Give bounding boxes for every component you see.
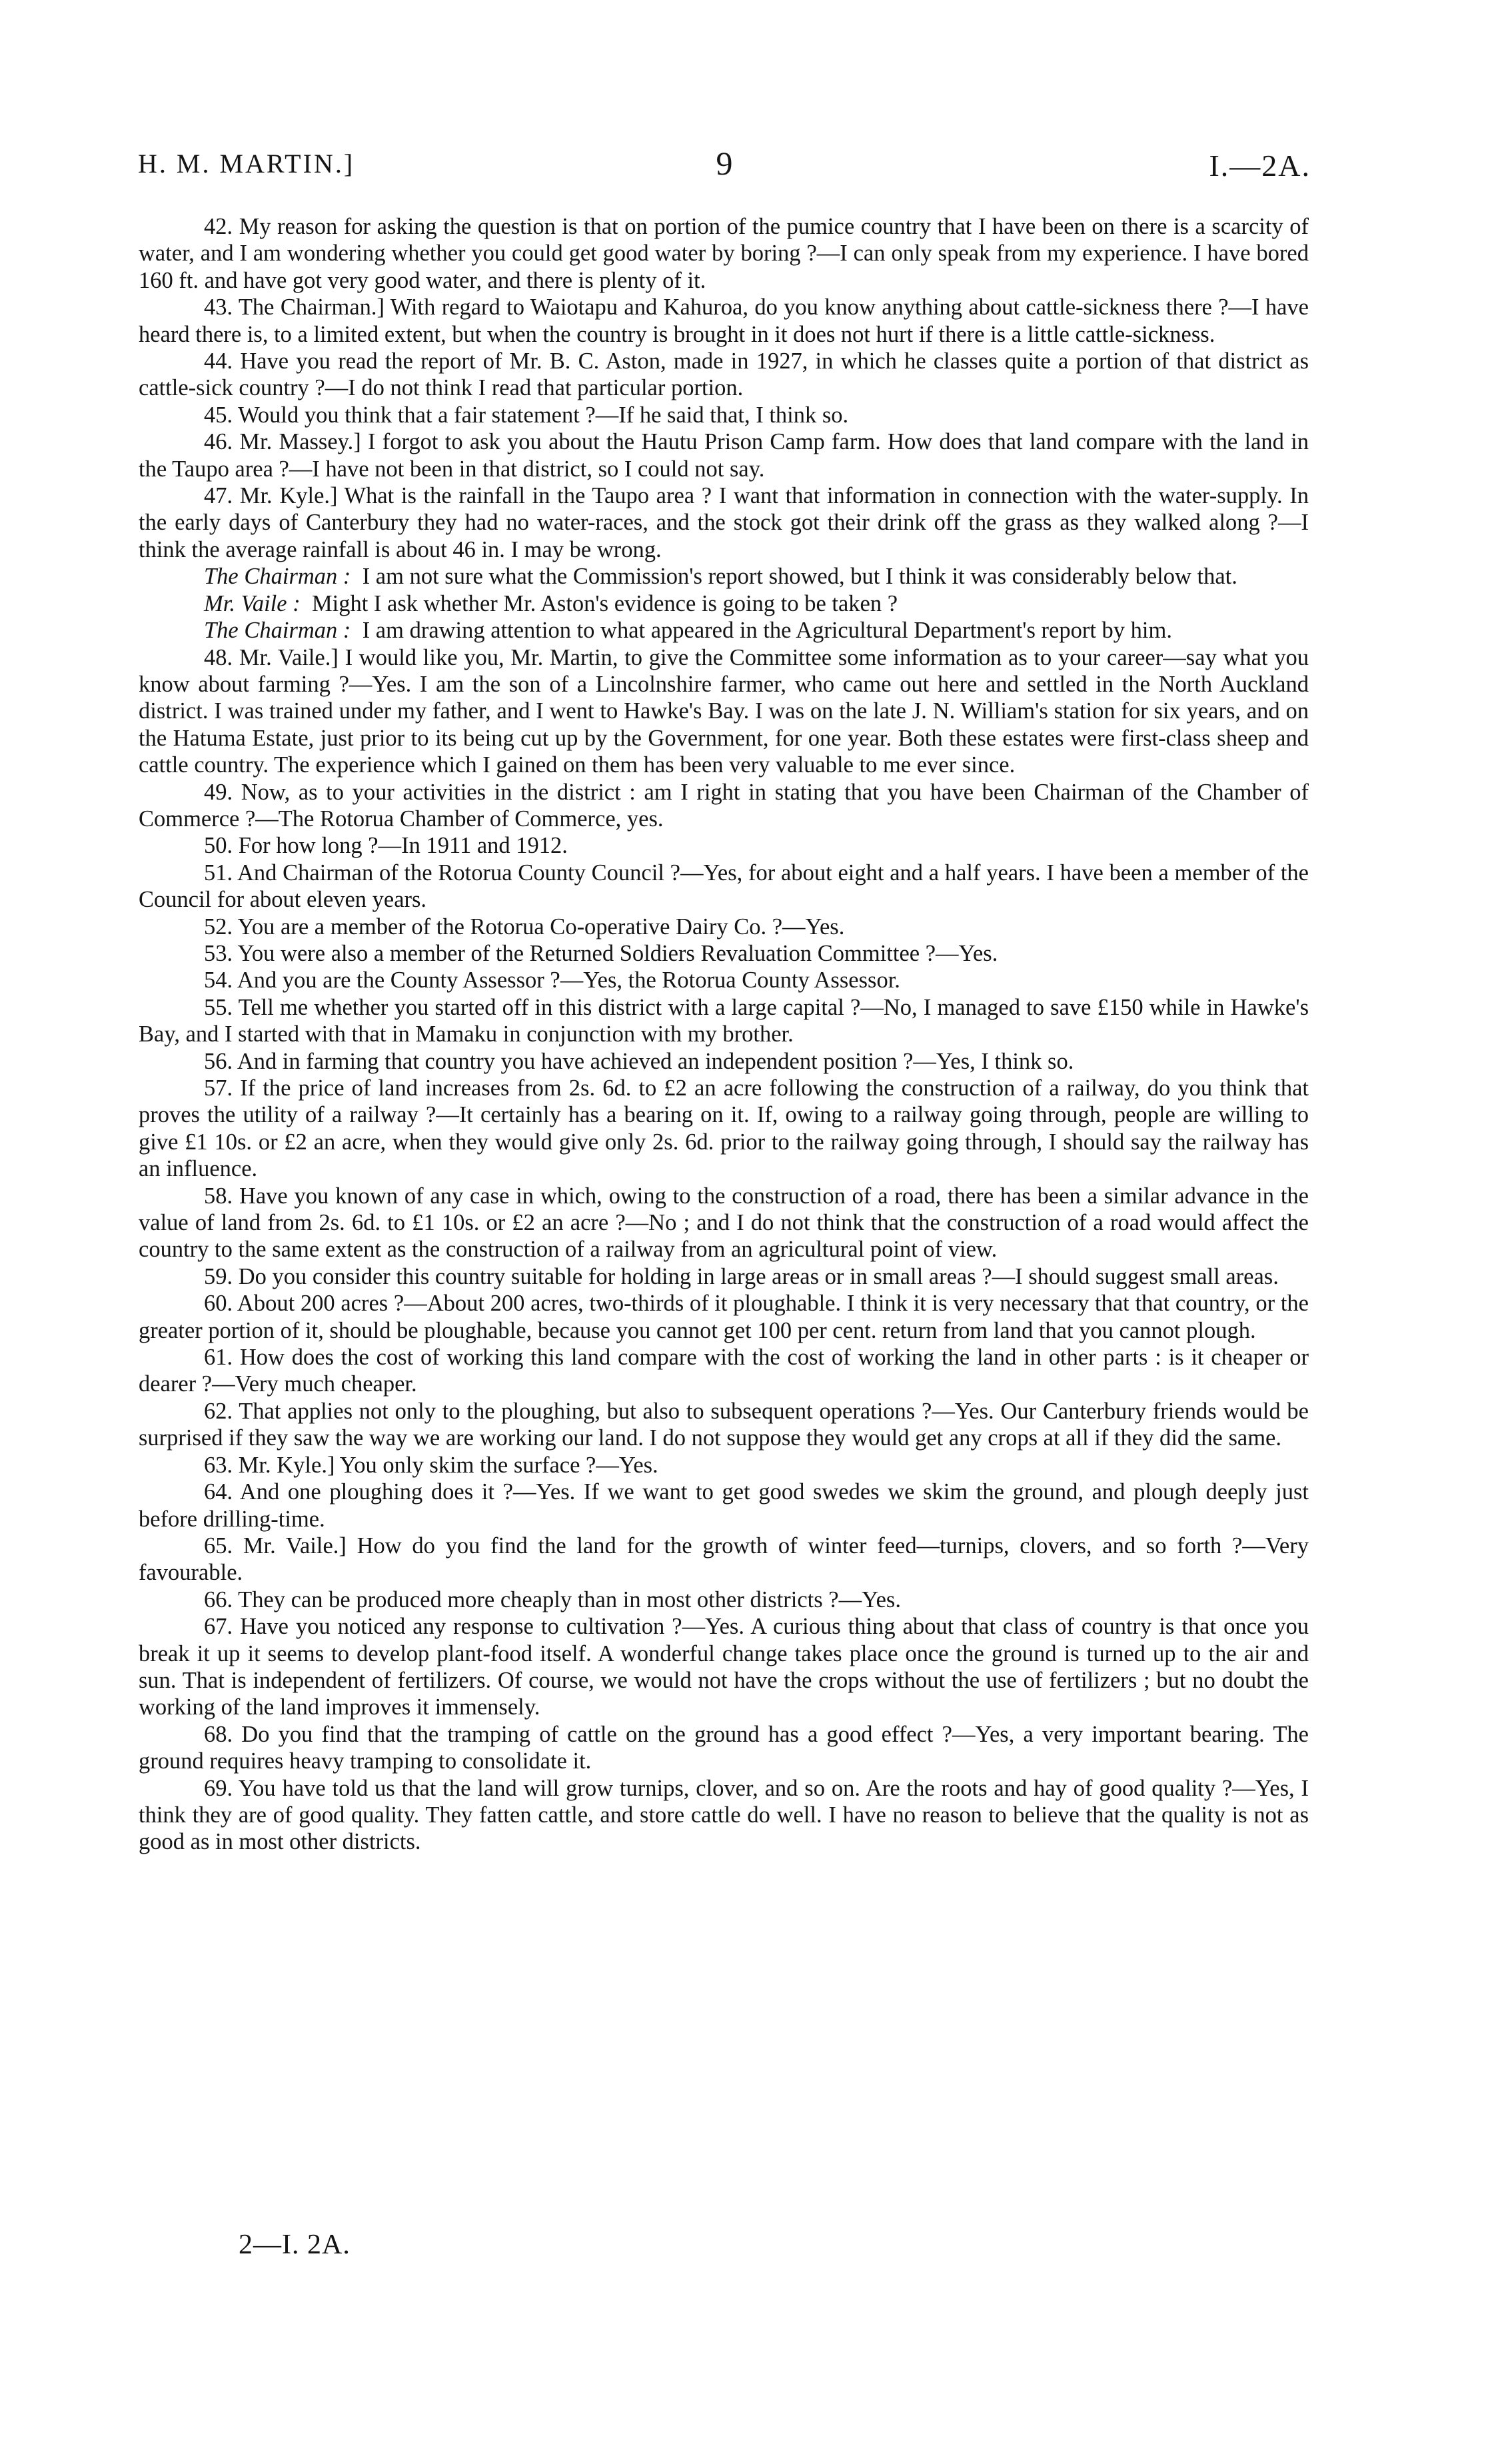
paragraph-text: 57. If the price of land increases from 2s. 6d. to £2 an acre following the construction of a railway, do you think that proves the utility of a railway ?—It certainly has a bearing on it. If, owing to a railway going through, people are willing to give £1 10s. or £2 an acre, when they would give only 2s. 6d. prior to the railway going through, I should say the railway has an influence.	[139, 1075, 1309, 1182]
paragraph-text: 46. Mr. Massey.] I forgot to ask you about the Hautu Prison Camp farm. How does that land compare with the land in the Taupo area ?—I have not been in that district, so I could not say.	[139, 429, 1309, 482]
paragraph	[139, 428, 1309, 482]
paragraph-text: 61. How does the cost of working this land compare with the cost of working the land in other parts : is it cheaper or dearer ?—Very much cheaper.	[139, 1345, 1309, 1397]
paragraph-text: 62. That applies not only to the ploughing, but also to subsequent operations ?—Yes. Our Canterbury friends would be surprised if they saw the way we are working our land. I do not suppose they would get any crops at all if they did the same.	[139, 1398, 1309, 1451]
paragraph	[139, 1775, 1309, 1856]
paragraph-text: 59. Do you consider this country suitable for holding in large areas or in small areas ?—I should suggest small areas.	[204, 1263, 1279, 1289]
paragraph-text: 63. Mr. Kyle.] You only skim the surface ?—Yes.	[204, 1452, 658, 1478]
paragraph	[139, 1452, 1309, 1479]
paragraph-text: 45. Would you think that a fair statement ?—If he said that, I think so.	[204, 402, 849, 428]
paragraph	[139, 1721, 1309, 1775]
paragraph	[139, 914, 1309, 940]
paragraph-text: 52. You are a member of the Rotorua Co-operative Dairy Co. ?—Yes.	[204, 914, 845, 939]
paragraph	[139, 348, 1309, 402]
paragraph	[139, 617, 1309, 644]
paragraph	[139, 1075, 1309, 1183]
paragraph	[139, 1048, 1309, 1075]
paragraph-text: 50. For how long ?—In 1911 and 1912.	[204, 833, 568, 859]
paragraph-text: 42. My reason for asking the question is that on portion of the pumice country that I have been on there is a scarcity of water, and I am wondering whether you could get good water by boring ?—I can only speak from my experience. I have bored 160 ft. and have got very good water, and there is plenty of it.	[139, 214, 1309, 293]
paragraph	[139, 482, 1309, 563]
paragraph	[139, 402, 1309, 428]
paragraph-text: I am not sure what the Commission's report showed, but I think it was considerably below that.	[362, 564, 1237, 590]
document-body	[139, 213, 1309, 1856]
paragraph	[139, 994, 1309, 1048]
paragraph-text: 58. Have you known of any case in which, owing to the construction of a road, there has been a similar advance in the value of land from 2s. 6d. to £1 10s. or £2 an acre ?—No ; and I do not think that the construction of a road would affect the country to the same extent as the construction of a railway from an agricultural point of view.	[139, 1183, 1309, 1263]
paragraph-text: 65. Mr. Vaile.] How do you find the land for the growth of winter feed—turnips, clovers, and so forth ?—Very favourable.	[139, 1533, 1309, 1586]
paragraph-text: 48. Mr. Vaile.] I would like you, Mr. Martin, to give the Committee some information as to your career—say what you know about farming ?—Yes. I am the son of a Lincolnshire farmer, who came out here and settled in the North Auckland district. I was trained under my father, and I went to Hawke's Bay. I was on the late J. N. William's station for six years, and on the Hatuma Estate, just prior to its being cut up by the Government, for one year. Both these estates were first-class sheep and cattle country. The experience which I gained on them has been very valuable to me ever since.	[139, 644, 1309, 778]
paragraph	[139, 779, 1309, 833]
paragraph-text: 64. And one ploughing does it ?—Yes. If we want to get good swedes we skim the ground, and plough deeply just before drilling-time.	[139, 1479, 1309, 1532]
paragraph	[139, 1398, 1309, 1452]
paragraph	[139, 213, 1309, 294]
paragraph-text: 54. And you are the County Assessor ?—Yes, the Rotorua County Assessor.	[204, 967, 900, 993]
page-number: 9	[716, 145, 733, 182]
speaker-name: The Chairman :	[204, 618, 351, 644]
speaker-name: The Chairman :	[204, 564, 351, 590]
paragraph	[139, 563, 1309, 590]
signature-mark: 2—I. 2A.	[239, 2229, 351, 2260]
paragraph-text: 47. Mr. Kyle.] What is the rainfall in the Taupo area ? I want that information in connection with the water-supply. In the early days of Canterbury they had no water-races, and the stock got their drink off the grass as they walked along ?—I think the average rainfall is about 46 in. I may be wrong.	[139, 483, 1309, 562]
paragraph	[139, 1479, 1309, 1533]
paragraph-text: 68. Do you find that the tramping of cattle on the ground has a good effect ?—Yes, a very important bearing. The ground requires heavy tramping to consolidate it.	[139, 1721, 1309, 1774]
paragraph-text: Might I ask whether Mr. Aston's evidence is going to be taken ?	[311, 590, 898, 616]
paragraph	[139, 590, 1309, 617]
paragraph-text: I am drawing attention to what appeared in the Agricultural Department's report by him.	[362, 618, 1172, 644]
paragraph	[139, 294, 1309, 348]
witness-name: H. M. MARTIN.]	[138, 149, 355, 179]
paragraph-text: 51. And Chairman of the Rotorua County Council ?—Yes, for about eight and a half years. I have been a member of the Council for about eleven years.	[139, 860, 1309, 913]
paragraph	[139, 644, 1309, 779]
paragraph	[139, 1183, 1309, 1263]
page-header	[138, 145, 1311, 188]
paragraph-text: 56. And in farming that country you have achieved an independent position ?—Yes, I think so.	[204, 1048, 1074, 1074]
paragraph	[139, 1344, 1309, 1398]
document-reference: I.—2A.	[1209, 149, 1311, 183]
paragraph-text: 60. About 200 acres ?—About 200 acres, two-thirds of it ploughable. I think it is very necessary that that country, or the greater portion of it, should be ploughable, because you cannot get 100 per cent. return from land that you cannot plough.	[139, 1291, 1309, 1343]
paragraph-text: 67. Have you noticed any response to cultivation ?—Yes. A curious thing about that class of country is that once you break it up it seems to develop plant-food itself. A wonderful change takes place once the ground is turned up to the air and sun. That is independent of fertilizers. Of course, we would not have the crops without the use of fertilizers ; but no doubt the working of the land improves it immensely.	[139, 1614, 1309, 1720]
paragraph-text: 49. Now, as to your activities in the district : am I right in stating that you have been Chairman of the Chamber of Commerce ?—The Rotorua Chamber of Commerce, yes.	[139, 779, 1309, 832]
paragraph-text: 43. The Chairman.] With regard to Waiotapu and Kahuroa, do you know anything about cattle-sickness there ?—I have heard there is, to a limited extent, but when the country is brought in it does not hurt if there is a little cattle-sickness.	[139, 295, 1309, 347]
paragraph-text: 53. You were also a member of the Returned Soldiers Revaluation Committee ?—Yes.	[204, 940, 998, 966]
speaker-name: Mr. Vaile :	[204, 590, 301, 616]
paragraph-text: 55. Tell me whether you started off in this district with a large capital ?—No, I managed to save £150 while in Hawke's Bay, and I started with that in Mamaku in conjunction with my brother.	[139, 994, 1309, 1047]
paragraph	[139, 860, 1309, 914]
paragraph	[139, 940, 1309, 967]
paragraph	[139, 1586, 1309, 1613]
paragraph	[139, 967, 1309, 993]
paragraph	[139, 1533, 1309, 1586]
paragraph-text: 44. Have you read the report of Mr. B. C. Aston, made in 1927, in which he classes quite a portion of that district as cattle-sick country ?—I do not think I read that particular portion.	[139, 348, 1309, 401]
paragraph	[139, 1263, 1309, 1290]
paragraph-text: 66. They can be produced more cheaply than in most other districts ?—Yes.	[204, 1586, 901, 1612]
paragraph	[139, 1290, 1309, 1344]
paragraph	[139, 1613, 1309, 1721]
paragraph-text: 69. You have told us that the land will grow turnips, clover, and so on. Are the roots and hay of good quality ?—Yes, I think they are of good quality. They fatten cattle, and store cattle do well. I have no reason to believe that the quality is not as good as in most other districts.	[139, 1775, 1309, 1855]
paragraph	[139, 832, 1309, 859]
